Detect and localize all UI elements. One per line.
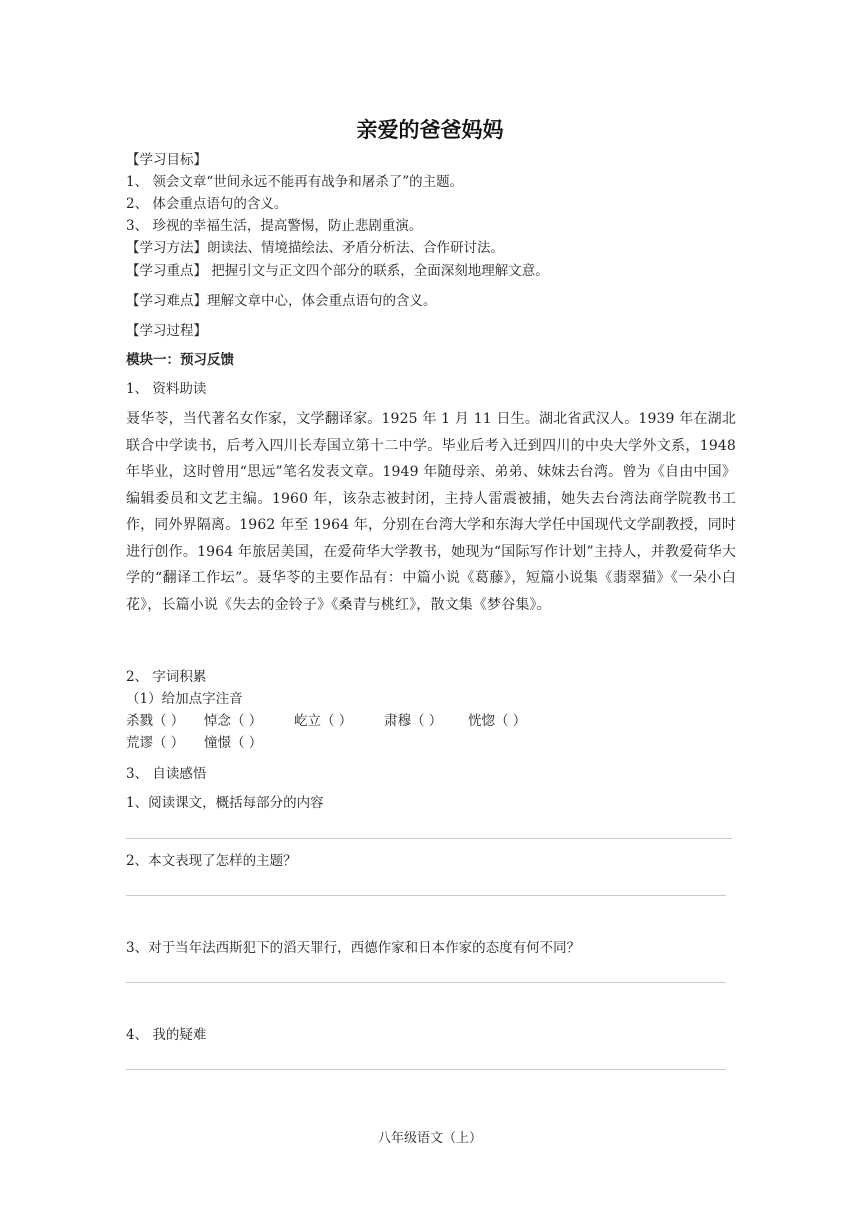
page-title: 亲爱的爸爸妈妈 (356, 118, 504, 142)
pinyin-item: 荒谬（ ） (126, 735, 185, 751)
pinyin-item: 肃穆（ ） (384, 713, 443, 729)
section2-heading: 2、 字词积累 (126, 669, 207, 685)
answer-line-2[interactable] (126, 895, 726, 896)
pinyin-item: 杀戮（ ） (126, 713, 185, 729)
learning-key-point: 【学习重点】 把握引文与正文四个部分的联系，全面深刻地理解文意。 (126, 263, 549, 279)
author-bio-paragraph: 聂华苓，当代著名女作家，文学翻译家。1925 年 1 月 11 日生。湖北省武汉人。1939 年在湖北联合中学读书，后考入四川长寿国立第十二中学。毕业后考入迁到四川的中央大学外文系，1948 年毕业，这时曾用“思远”笔名发表文章。1949 年随母亲、弟弟、妹妹去台湾。曾为《自由中国》编辑委员和文艺主编。1960 年，该杂志被封闭，主持人雷震被捕，她失去台湾法商学院教书工作，同外界隔离。1962 年至 1964 年，分别在台湾大学和东海大学任中国现代文学副教授，同时进行创作。1964 年旅居美国，在爱荷华大学教书，她现为“国际写作计划”主持人，并教爱荷华大学的“翻译工作坛”。聂华苓的主要作品有：中篇小说《葛藤》，短篇小说集《翡翠猫》《一朵小白花》，长篇小说《失去的金铃子》《桑青与桃红》，散文集《梦谷集》。 (126, 411, 736, 613)
objective-item-3: 3、 珍视的幸福生活，提高警惕，防止悲剧重演。 (126, 218, 423, 234)
pinyin-item: 恍惚（ ） (468, 713, 527, 729)
section2-subheading: （1）给加点字注音 (126, 691, 243, 707)
section3-heading: 3、 自读感悟 (126, 766, 207, 782)
answer-line-4[interactable] (126, 1069, 726, 1070)
question-3: 3、对于当年法西斯犯下的滔天罪行，西德作家和日本作家的态度有何不同？ (126, 940, 581, 956)
answer-line-1[interactable] (126, 838, 732, 839)
pinyin-item: 屹立（ ） (294, 713, 353, 729)
question-1: 1、阅读课文，概括每部分的内容 (126, 795, 324, 811)
module1-heading: 模块一：预习反馈 (126, 352, 234, 368)
learning-method: 【学习方法】朗读法、情境描绘法、矛盾分析法、合作研讨法。 (126, 240, 504, 256)
objective-item-1: 1、 领会文章“世间永远不能再有战争和屠杀了”的主题。 (126, 174, 464, 190)
process-heading: 【学习过程】 (126, 323, 207, 339)
answer-line-3[interactable] (126, 982, 726, 983)
pinyin-item: 憧憬（ ） (204, 735, 263, 751)
learning-difficulty: 【学习难点】理解文章中心，体会重点语句的含义。 (126, 293, 437, 309)
objective-item-2: 2、 体会重点语句的含义。 (126, 196, 288, 212)
pinyin-item: 悼念（ ） (204, 713, 263, 729)
objectives-heading: 【学习目标】 (126, 152, 207, 168)
question-2: 2、本文表现了怎样的主题？ (126, 853, 297, 869)
question-4: 4、 我的疑难 (126, 1027, 207, 1043)
section1-heading: 1、 资料助读 (126, 381, 207, 397)
page-footer: 八年级语文（上） (377, 1131, 482, 1146)
